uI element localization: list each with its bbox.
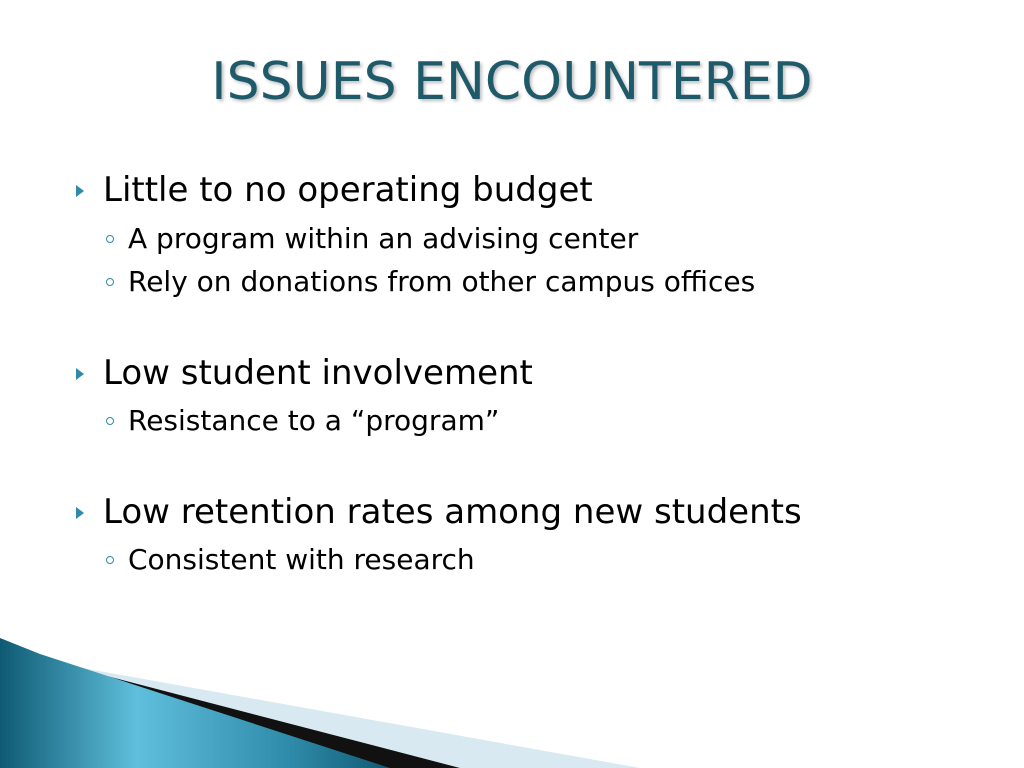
slide-title: ISSUES ENCOUNTERED xyxy=(211,52,813,112)
sub-bullet-item xyxy=(106,542,475,576)
sub-bullet-text: Resistance to a “program” xyxy=(128,403,500,437)
bullet-text: Low student involvement xyxy=(103,353,533,393)
triangle-right-icon xyxy=(76,185,84,197)
hollow-circle-icon xyxy=(106,235,114,243)
sub-bullet-item xyxy=(106,221,638,255)
hollow-circle-icon xyxy=(106,278,114,286)
decorative-wave xyxy=(0,638,1024,768)
sub-bullet-item xyxy=(106,264,755,298)
bullet-item xyxy=(76,353,533,393)
hollow-circle-icon xyxy=(106,556,114,564)
bullet-item xyxy=(76,492,802,532)
bullet-item xyxy=(76,170,593,210)
bullet-text: Little to no operating budget xyxy=(103,170,593,210)
sub-bullet-text: Rely on donations from other campus offices xyxy=(128,264,756,298)
triangle-right-icon xyxy=(76,507,84,519)
sub-bullet-text: A program within an advising center xyxy=(128,221,639,255)
bullet-text: Low retention rates among new students xyxy=(103,492,802,532)
sub-bullet-text: Consistent with research xyxy=(128,542,475,576)
hollow-circle-icon xyxy=(106,417,114,425)
triangle-right-icon xyxy=(76,368,84,380)
sub-bullet-item xyxy=(106,403,499,437)
